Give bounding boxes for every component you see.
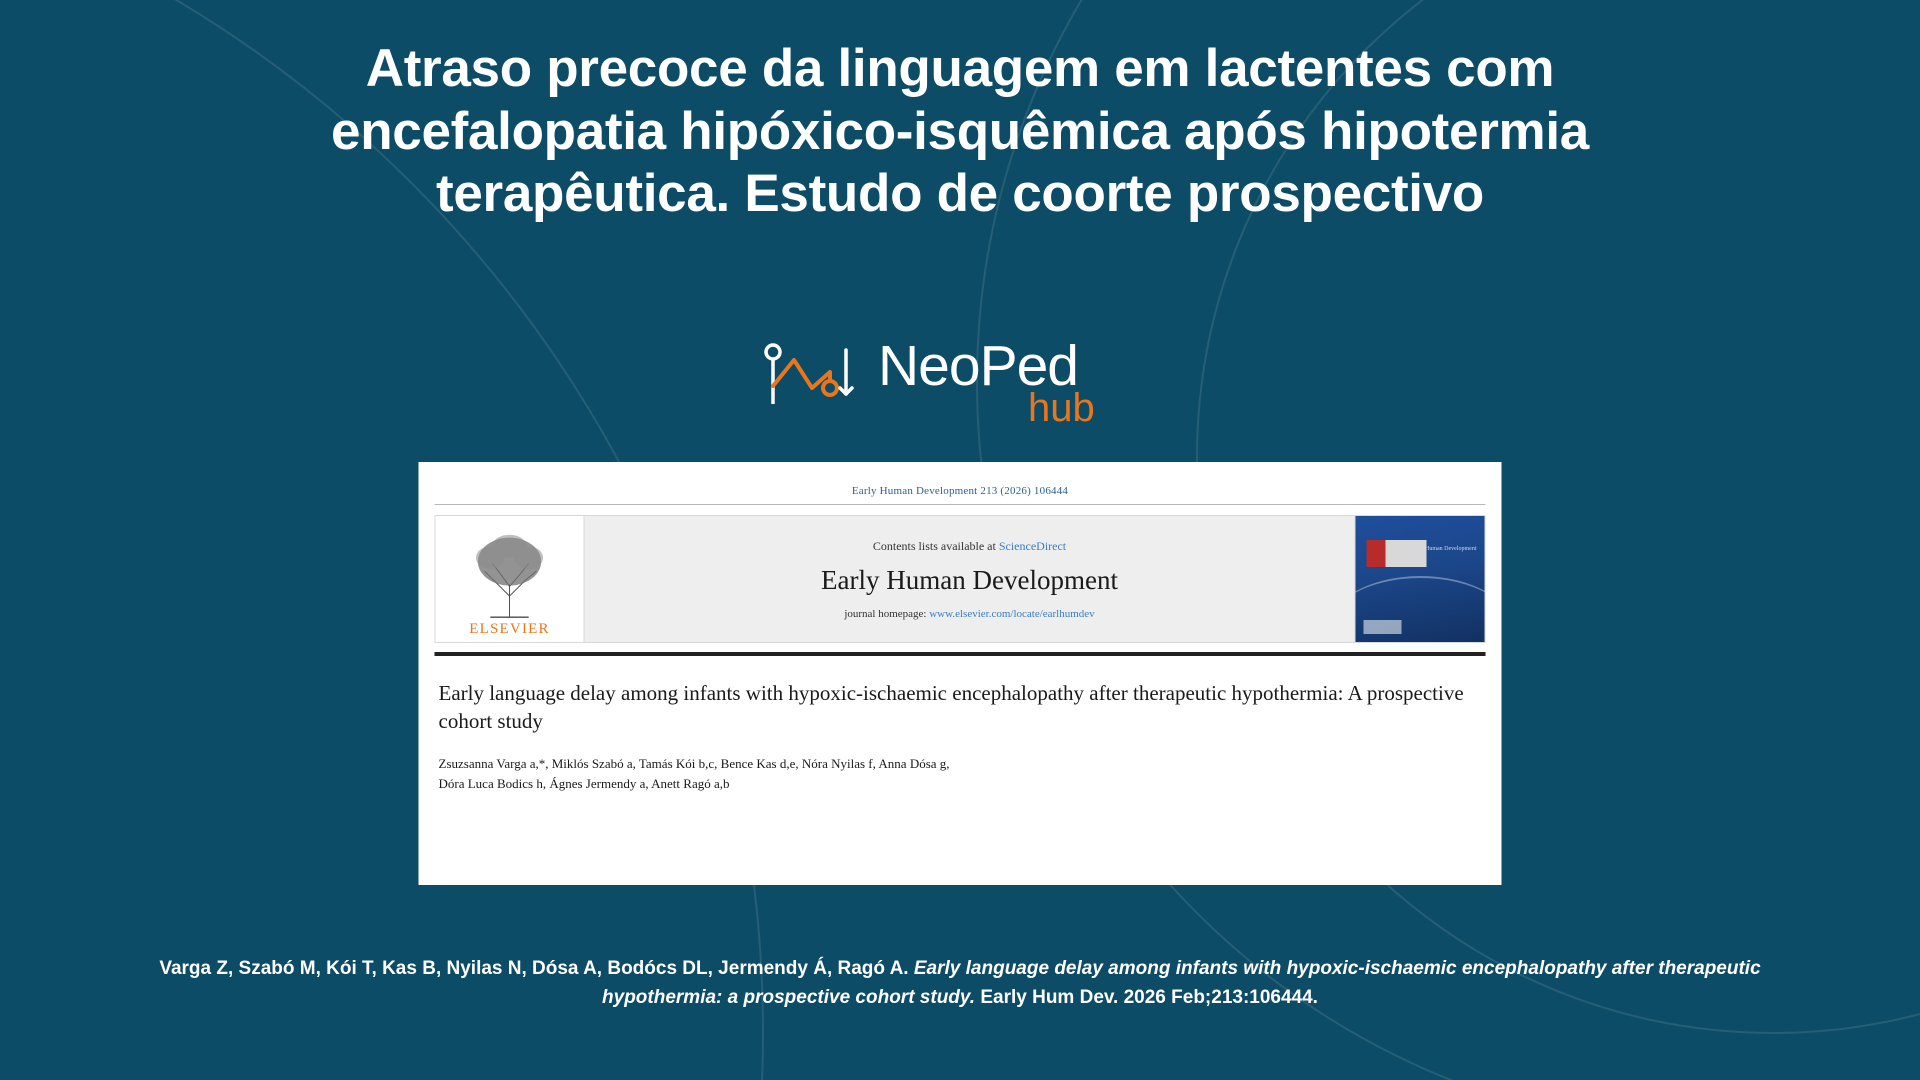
journal-cover-image (1355, 515, 1486, 643)
sciencedirect-link[interactable]: ScienceDirect (998, 538, 1067, 553)
elsevier-tree-icon (462, 529, 558, 621)
paper-header-citation: Early Human Development 213 (2026) 106444 (851, 485, 1069, 497)
paper-article-title: Early language delay among infants with hypoxic-ischaemic encephalopathy after therapeutic hypothermia: A prospective cohort study (438, 681, 1464, 734)
contents-line (585, 539, 1355, 554)
citation (140, 955, 1780, 1012)
homepage-link[interactable]: www.elsevier.com/locate/earlhumdev (929, 607, 1095, 620)
paper-authors-line-2: Dóra Luca Bodics h, Ágnes Jermendy a, Anett Ragó a,b (438, 775, 730, 791)
elsevier-wordmark: ELSEVIER (469, 621, 550, 637)
logo-sub-wordmark: hub (1028, 386, 1095, 430)
neopedhub-logo (760, 334, 1160, 430)
cover-caption: Early Human Development (1410, 546, 1477, 552)
elsevier-logo (435, 515, 585, 643)
citation-authors: Varga Z, Szabó M, Kói T, Kas B, Nyilas N, Dósa A, Bodócs DL, Jermendy Á, Ragó A. (159, 958, 909, 979)
homepage-line (585, 608, 1355, 620)
logo-wordmark: NeoPed (878, 334, 1078, 398)
neopedhub-logo-icon (760, 342, 870, 412)
paper-authors-line-1: Zsuzsanna Varga a,*, Miklós Szabó a, Tamás Kói b,c, Bence Kas d,e, Nóra Nyilas f, Anna Dósa g, (438, 755, 950, 771)
paper-authors (439, 754, 1482, 794)
contents-label: Contents lists available at (872, 538, 996, 553)
citation-journal-ref: Early Hum Dev. 2026 Feb;213:106444. (980, 986, 1318, 1008)
paper-divider-top (435, 504, 1486, 505)
journal-title: Early Human Development (821, 564, 1118, 595)
cover-footer-block (1364, 620, 1402, 634)
page-title: Atraso precoce da linguagem em lactentes com encefalopatia hipóxico-isquêmica após hipotermia terapêutica. Estudo de coorte prospectivo (331, 39, 1589, 224)
citation-article-title: Early language delay among infants with hypoxic-ischaemic encephalopathy after therapeutic hypothermia: a prospective cohort study. (602, 958, 1761, 1008)
cover-tile-accent (1367, 540, 1386, 567)
paper-divider-thick (435, 652, 1486, 656)
journal-band (585, 515, 1355, 643)
journal-masthead (435, 515, 1486, 643)
paper-screenshot (419, 462, 1502, 885)
homepage-label: journal homepage: (844, 607, 927, 620)
